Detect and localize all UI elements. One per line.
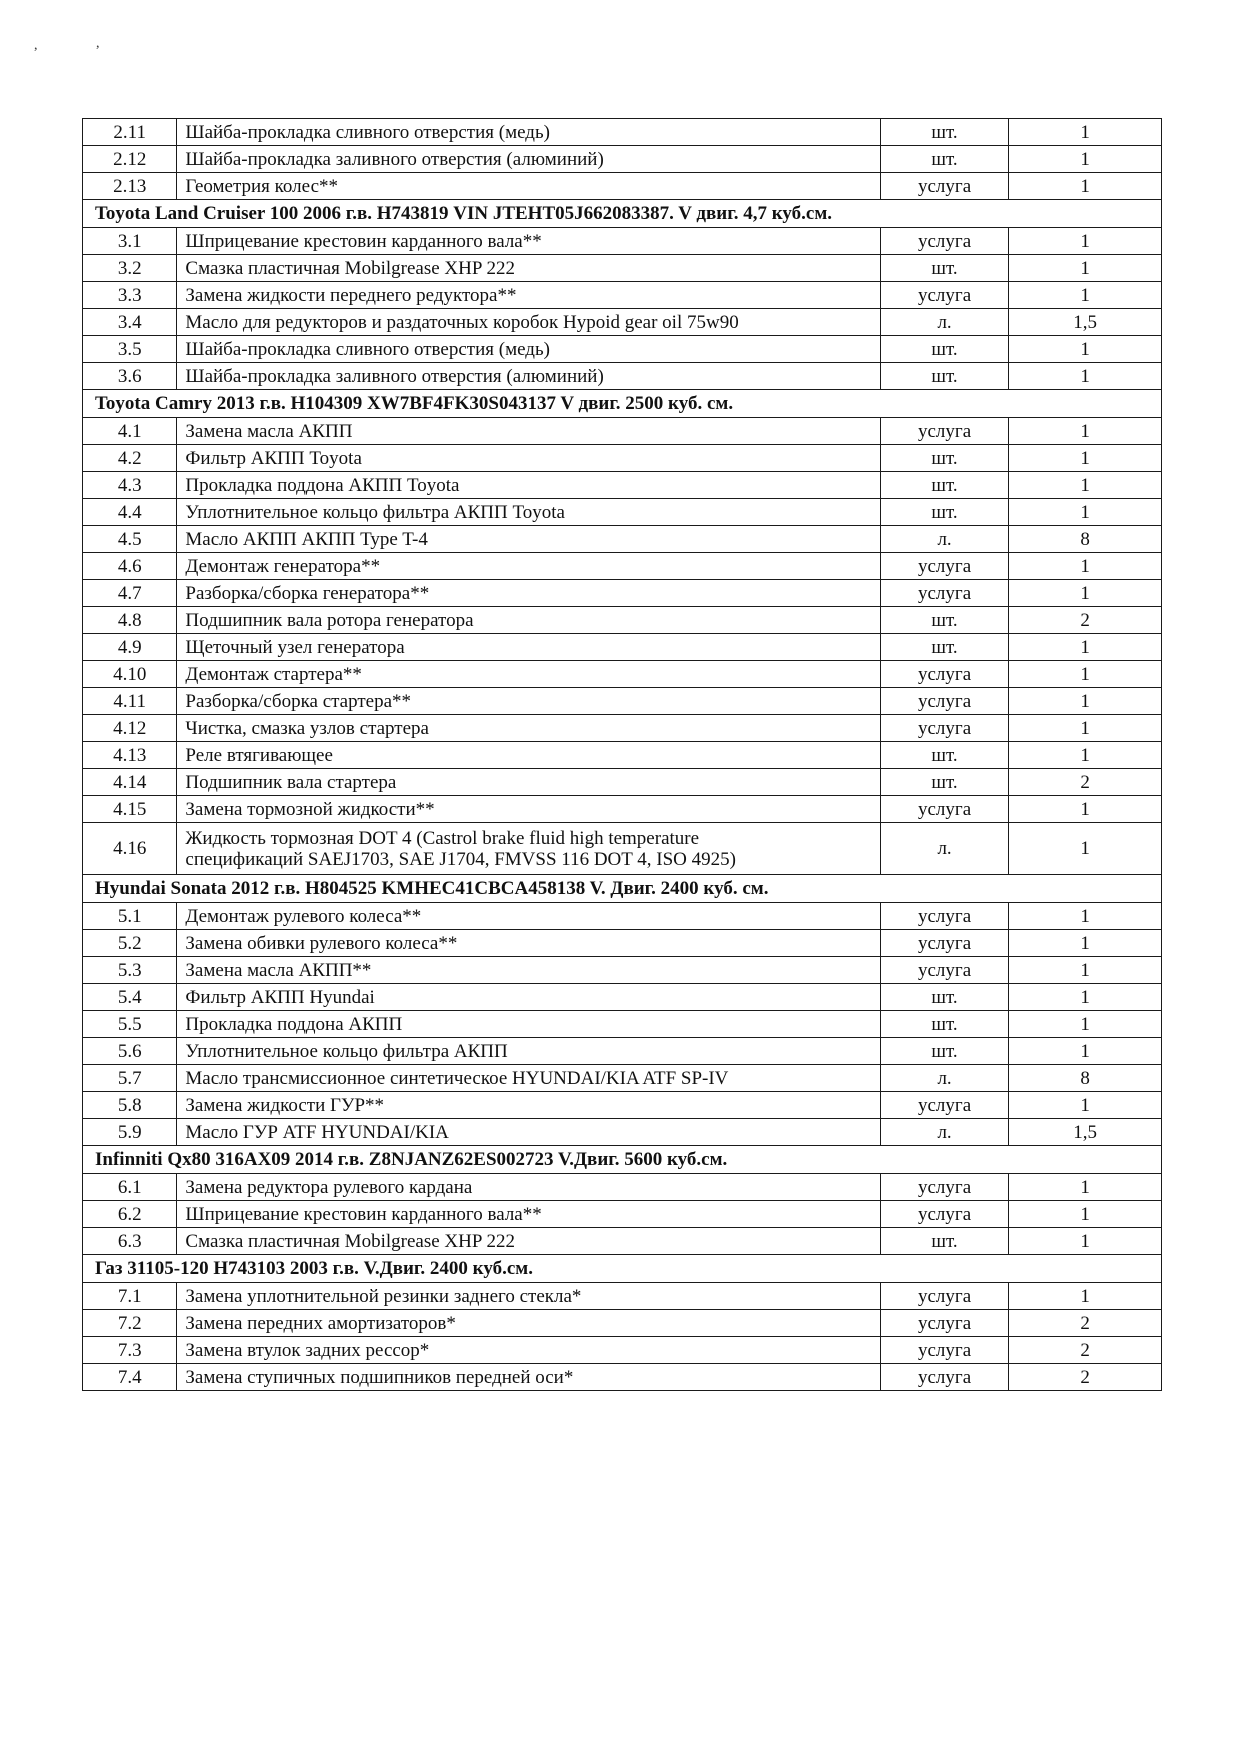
item-unit: шт. <box>881 255 1009 282</box>
item-name-cell <box>177 282 881 309</box>
item-unit: услуга <box>881 1364 1009 1391</box>
item-name-cell <box>177 1201 881 1228</box>
item-name: Замена редуктора рулевого кардана <box>185 1176 473 1198</box>
table-row <box>83 526 1162 553</box>
item-quantity: 1 <box>1009 445 1162 472</box>
item-number: 7.4 <box>83 1364 177 1391</box>
item-unit: л. <box>881 1065 1009 1092</box>
table-row <box>83 634 1162 661</box>
item-quantity: 1 <box>1009 553 1162 580</box>
item-quantity: 1,5 <box>1009 1119 1162 1146</box>
item-name-cell <box>177 363 881 390</box>
table-row <box>83 146 1162 173</box>
item-name: Замена втулок задних рессор* <box>185 1339 430 1361</box>
item-number: 7.1 <box>83 1283 177 1310</box>
item-unit: услуга <box>881 1174 1009 1201</box>
item-quantity: 1 <box>1009 282 1162 309</box>
item-name-cell <box>177 1174 881 1201</box>
table-row <box>83 1283 1162 1310</box>
item-number: 3.1 <box>83 228 177 255</box>
item-quantity: 1 <box>1009 823 1162 875</box>
vehicle-group-row <box>83 390 1162 418</box>
item-number: 3.5 <box>83 336 177 363</box>
item-name: Масло для редукторов и раздаточных коробок Hypoid gear oil 75w90 <box>185 311 739 333</box>
item-quantity: 1 <box>1009 984 1162 1011</box>
item-name-cell <box>177 1092 881 1119</box>
vehicle-group-row <box>83 1146 1162 1174</box>
item-quantity: 1 <box>1009 472 1162 499</box>
item-name: Подшипник вала ротора генератора <box>185 609 474 631</box>
item-number: 6.2 <box>83 1201 177 1228</box>
item-name: Уплотнительное кольцо фильтра АКПП Toyota <box>185 501 565 523</box>
table-row <box>83 1119 1162 1146</box>
item-name-cell <box>177 1011 881 1038</box>
item-name-cell <box>177 553 881 580</box>
table-row <box>83 1092 1162 1119</box>
table-row <box>83 1228 1162 1255</box>
item-quantity: 1 <box>1009 742 1162 769</box>
item-unit: услуга <box>881 553 1009 580</box>
table-row <box>83 255 1162 282</box>
item-name: Разборка/сборка стартера** <box>185 690 412 712</box>
item-name-cell <box>177 742 881 769</box>
item-name: Разборка/сборка генератора** <box>185 582 430 604</box>
table-row <box>83 228 1162 255</box>
item-unit: услуга <box>881 173 1009 200</box>
item-unit: услуга <box>881 228 1009 255</box>
item-name-cell <box>177 1228 881 1255</box>
table-row <box>83 930 1162 957</box>
item-number: 6.1 <box>83 1174 177 1201</box>
item-unit: шт. <box>881 445 1009 472</box>
item-name: Шайба-прокладка сливного отверстия (медь) <box>185 121 550 143</box>
item-quantity: 1 <box>1009 580 1162 607</box>
item-name-cell <box>177 580 881 607</box>
item-name: Щеточный узел генератора <box>185 636 405 658</box>
item-name: Реле втягивающее <box>185 744 333 766</box>
item-number: 7.2 <box>83 1310 177 1337</box>
table-row <box>83 1038 1162 1065</box>
item-name: Фильтр АКПП Toyota <box>185 447 362 469</box>
item-unit: услуга <box>881 1337 1009 1364</box>
item-name: Прокладка поддона АКПП Toyota <box>185 474 460 496</box>
item-number: 4.16 <box>83 823 177 875</box>
item-name-cell <box>177 309 881 336</box>
item-name-continued: спецификаций SAEJ1703, SAE J1704, FMVSS 116 DOT 4, ISO 4925) <box>185 848 736 870</box>
item-unit: шт. <box>881 472 1009 499</box>
item-quantity: 1 <box>1009 173 1162 200</box>
table-row <box>83 823 1162 875</box>
works-table-body <box>83 119 1162 1391</box>
vehicle-group-title: Infinniti Qx80 316AX09 2014 г.в. Z8NJANZ62ES002723 V.Двиг. 5600 куб.см. <box>83 1146 1162 1174</box>
item-unit: услуга <box>881 418 1009 445</box>
item-name-cell <box>177 173 881 200</box>
item-name: Замена масла АКПП <box>185 420 353 442</box>
item-number: 5.9 <box>83 1119 177 1146</box>
item-number: 4.4 <box>83 499 177 526</box>
table-row <box>83 957 1162 984</box>
item-quantity: 1 <box>1009 336 1162 363</box>
item-number: 4.1 <box>83 418 177 445</box>
table-row <box>83 661 1162 688</box>
item-name-cell <box>177 903 881 930</box>
item-number: 5.5 <box>83 1011 177 1038</box>
vehicle-group-title: Toyota Camry 2013 г.в. Н104309 XW7BF4FK30S043137 V двиг. 2500 куб. см. <box>83 390 1162 418</box>
item-name-cell <box>177 930 881 957</box>
table-row <box>83 796 1162 823</box>
vehicle-group-row <box>83 1255 1162 1283</box>
item-unit: шт. <box>881 499 1009 526</box>
item-name-cell <box>177 146 881 173</box>
vehicle-group-title: Газ 31105-120 Н743103 2003 г.в. V.Двиг. 2400 куб.см. <box>83 1255 1162 1283</box>
item-unit: л. <box>881 526 1009 553</box>
item-number: 5.1 <box>83 903 177 930</box>
item-quantity: 1 <box>1009 146 1162 173</box>
item-name: Смазка пластичная Mobilgrease XHP 222 <box>185 257 515 279</box>
item-name-cell <box>177 499 881 526</box>
item-unit: шт. <box>881 984 1009 1011</box>
table-row <box>83 499 1162 526</box>
item-name-cell <box>177 984 881 1011</box>
item-name: Фильтр АКПП Hyundai <box>185 986 375 1008</box>
item-name: Замена жидкости переднего редуктора** <box>185 284 517 306</box>
item-unit: услуга <box>881 903 1009 930</box>
item-name-cell <box>177 119 881 146</box>
item-number: 4.13 <box>83 742 177 769</box>
item-number: 5.8 <box>83 1092 177 1119</box>
table-row <box>83 173 1162 200</box>
item-unit: услуга <box>881 688 1009 715</box>
item-number: 3.3 <box>83 282 177 309</box>
vehicle-group-row <box>83 875 1162 903</box>
table-row <box>83 553 1162 580</box>
item-name-cell <box>177 445 881 472</box>
item-name: Масло трансмиссионное синтетическое HYUNDAI/KIA ATF SP-IV <box>185 1067 729 1089</box>
item-number: 4.6 <box>83 553 177 580</box>
item-number: 3.2 <box>83 255 177 282</box>
item-unit: услуга <box>881 930 1009 957</box>
item-name: Демонтаж рулевого колеса** <box>185 905 422 927</box>
table-row <box>83 119 1162 146</box>
item-quantity: 2 <box>1009 1337 1162 1364</box>
item-quantity: 1 <box>1009 1201 1162 1228</box>
item-quantity: 1 <box>1009 1283 1162 1310</box>
table-row <box>83 1011 1162 1038</box>
vehicle-group-row <box>83 200 1162 228</box>
item-unit: шт. <box>881 769 1009 796</box>
table-row <box>83 607 1162 634</box>
item-name: Шприцевание крестовин карданного вала** <box>185 1203 542 1225</box>
item-name-cell <box>177 769 881 796</box>
table-row <box>83 1065 1162 1092</box>
item-name: Масло АКПП АКПП Type T-4 <box>185 528 428 550</box>
item-name: Шайба-прокладка сливного отверстия (медь) <box>185 338 550 360</box>
item-name: Замена передних амортизаторов* <box>185 1312 456 1334</box>
item-name: Замена масла АКПП** <box>185 959 372 981</box>
item-number: 6.3 <box>83 1228 177 1255</box>
table-row <box>83 282 1162 309</box>
item-quantity: 1 <box>1009 1228 1162 1255</box>
item-quantity: 2 <box>1009 1364 1162 1391</box>
item-number: 4.9 <box>83 634 177 661</box>
item-number: 3.4 <box>83 309 177 336</box>
item-name-cell <box>177 607 881 634</box>
item-name-cell <box>177 823 881 875</box>
item-number: 2.12 <box>83 146 177 173</box>
item-number: 5.6 <box>83 1038 177 1065</box>
item-name-cell <box>177 796 881 823</box>
item-number: 2.11 <box>83 119 177 146</box>
item-quantity: 1 <box>1009 1011 1162 1038</box>
item-quantity: 1 <box>1009 363 1162 390</box>
item-unit: шт. <box>881 363 1009 390</box>
item-quantity: 1 <box>1009 499 1162 526</box>
item-number: 4.14 <box>83 769 177 796</box>
item-quantity: 1 <box>1009 661 1162 688</box>
item-name: Шайба-прокладка заливного отверстия (алюминий) <box>185 148 604 170</box>
item-unit: шт. <box>881 607 1009 634</box>
item-number: 4.5 <box>83 526 177 553</box>
item-name: Прокладка поддона АКПП <box>185 1013 403 1035</box>
scan-mark: , <box>96 36 100 51</box>
item-name: Замена обивки рулевого колеса** <box>185 932 458 954</box>
table-row <box>83 445 1162 472</box>
item-unit: услуга <box>881 1092 1009 1119</box>
item-unit: шт. <box>881 634 1009 661</box>
item-name: Замена жидкости ГУР** <box>185 1094 385 1116</box>
table-row <box>83 336 1162 363</box>
item-number: 5.7 <box>83 1065 177 1092</box>
item-name: Демонтаж стартера** <box>185 663 362 685</box>
item-quantity: 1 <box>1009 688 1162 715</box>
item-name-cell <box>177 418 881 445</box>
item-quantity: 1 <box>1009 903 1162 930</box>
item-name-cell <box>177 688 881 715</box>
item-number: 4.15 <box>83 796 177 823</box>
item-number: 4.10 <box>83 661 177 688</box>
table-row <box>83 688 1162 715</box>
table-row <box>83 742 1162 769</box>
item-unit: шт. <box>881 1228 1009 1255</box>
item-quantity: 8 <box>1009 1065 1162 1092</box>
item-name: Геометрия колес** <box>185 175 338 197</box>
item-number: 5.3 <box>83 957 177 984</box>
table-row <box>83 769 1162 796</box>
item-name: Подшипник вала стартера <box>185 771 397 793</box>
item-name-cell <box>177 957 881 984</box>
item-number: 4.12 <box>83 715 177 742</box>
scan-mark: , <box>34 38 38 53</box>
item-unit: услуга <box>881 580 1009 607</box>
item-unit: шт. <box>881 146 1009 173</box>
item-name-cell <box>177 1065 881 1092</box>
table-row <box>83 1201 1162 1228</box>
table-row <box>83 1174 1162 1201</box>
table-row <box>83 418 1162 445</box>
item-number: 4.2 <box>83 445 177 472</box>
item-unit: услуга <box>881 282 1009 309</box>
item-quantity: 2 <box>1009 769 1162 796</box>
item-name-cell <box>177 228 881 255</box>
item-name-cell <box>177 472 881 499</box>
item-number: 5.2 <box>83 930 177 957</box>
item-name-cell <box>177 661 881 688</box>
table-row <box>83 984 1162 1011</box>
item-name-cell <box>177 1364 881 1391</box>
table-row <box>83 363 1162 390</box>
item-unit: услуга <box>881 957 1009 984</box>
item-unit: услуга <box>881 796 1009 823</box>
item-unit: л. <box>881 1119 1009 1146</box>
item-unit: шт. <box>881 1011 1009 1038</box>
item-quantity: 1 <box>1009 634 1162 661</box>
item-quantity: 2 <box>1009 607 1162 634</box>
item-name: Шайба-прокладка заливного отверстия (алюминий) <box>185 365 604 387</box>
item-name-cell <box>177 715 881 742</box>
item-unit: услуга <box>881 715 1009 742</box>
item-name-cell <box>177 634 881 661</box>
table-row <box>83 1310 1162 1337</box>
item-quantity: 1 <box>1009 715 1162 742</box>
item-name: Уплотнительное кольцо фильтра АКПП <box>185 1040 508 1062</box>
item-name-cell <box>177 1310 881 1337</box>
vehicle-group-title: Hyundai Sonata 2012 г.в. Н804525 KMHEC41CBCA458138 V. Двиг. 2400 куб. см. <box>83 875 1162 903</box>
item-name-cell <box>177 526 881 553</box>
item-quantity: 1 <box>1009 1038 1162 1065</box>
item-number: 2.13 <box>83 173 177 200</box>
item-quantity: 1 <box>1009 418 1162 445</box>
works-table <box>82 118 1162 1391</box>
table-row <box>83 580 1162 607</box>
item-number: 3.6 <box>83 363 177 390</box>
item-name: Замена ступичных подшипников передней оси* <box>185 1366 574 1388</box>
item-unit: шт. <box>881 119 1009 146</box>
item-unit: л. <box>881 823 1009 875</box>
item-quantity: 1 <box>1009 930 1162 957</box>
item-quantity: 1 <box>1009 957 1162 984</box>
item-quantity: 1 <box>1009 796 1162 823</box>
item-number: 4.11 <box>83 688 177 715</box>
item-name: Шприцевание крестовин карданного вала** <box>185 230 542 252</box>
item-name: Жидкость тормозная DOT 4 (Castrol brake fluid high temperature <box>185 827 700 849</box>
item-quantity: 2 <box>1009 1310 1162 1337</box>
item-quantity: 1 <box>1009 1092 1162 1119</box>
item-name: Замена уплотнительной резинки заднего стекла* <box>185 1285 582 1307</box>
item-name: Чистка, смазка узлов стартера <box>185 717 429 739</box>
vehicle-group-title: Toyota Land Cruiser 100 2006 г.в. Н743819 VIN JTEHT05J662083387. V двиг. 4,7 куб.см. <box>83 200 1162 228</box>
table-row <box>83 309 1162 336</box>
item-unit: шт. <box>881 1038 1009 1065</box>
item-name-cell <box>177 1337 881 1364</box>
item-name: Замена тормозной жидкости** <box>185 798 435 820</box>
item-unit: л. <box>881 309 1009 336</box>
item-name-cell <box>177 1119 881 1146</box>
item-unit: услуга <box>881 1201 1009 1228</box>
item-quantity: 8 <box>1009 526 1162 553</box>
item-name: Демонтаж генератора** <box>185 555 381 577</box>
item-name-cell <box>177 1283 881 1310</box>
item-name-cell <box>177 336 881 363</box>
item-name: Масло ГУР ATF HYUNDAI/KIA <box>185 1121 449 1143</box>
item-number: 7.3 <box>83 1337 177 1364</box>
item-quantity: 1 <box>1009 119 1162 146</box>
table-row <box>83 472 1162 499</box>
table-row <box>83 1364 1162 1391</box>
item-name-cell <box>177 1038 881 1065</box>
item-number: 4.7 <box>83 580 177 607</box>
item-unit: шт. <box>881 742 1009 769</box>
item-number: 4.8 <box>83 607 177 634</box>
item-unit: услуга <box>881 1283 1009 1310</box>
item-number: 5.4 <box>83 984 177 1011</box>
item-unit: услуга <box>881 661 1009 688</box>
item-quantity: 1,5 <box>1009 309 1162 336</box>
item-unit: услуга <box>881 1310 1009 1337</box>
item-quantity: 1 <box>1009 228 1162 255</box>
table-row <box>83 715 1162 742</box>
item-name: Смазка пластичная Mobilgrease XHP 222 <box>185 1230 515 1252</box>
item-quantity: 1 <box>1009 255 1162 282</box>
item-quantity: 1 <box>1009 1174 1162 1201</box>
item-unit: шт. <box>881 336 1009 363</box>
item-number: 4.3 <box>83 472 177 499</box>
table-row <box>83 903 1162 930</box>
table-row <box>83 1337 1162 1364</box>
item-name-cell <box>177 255 881 282</box>
